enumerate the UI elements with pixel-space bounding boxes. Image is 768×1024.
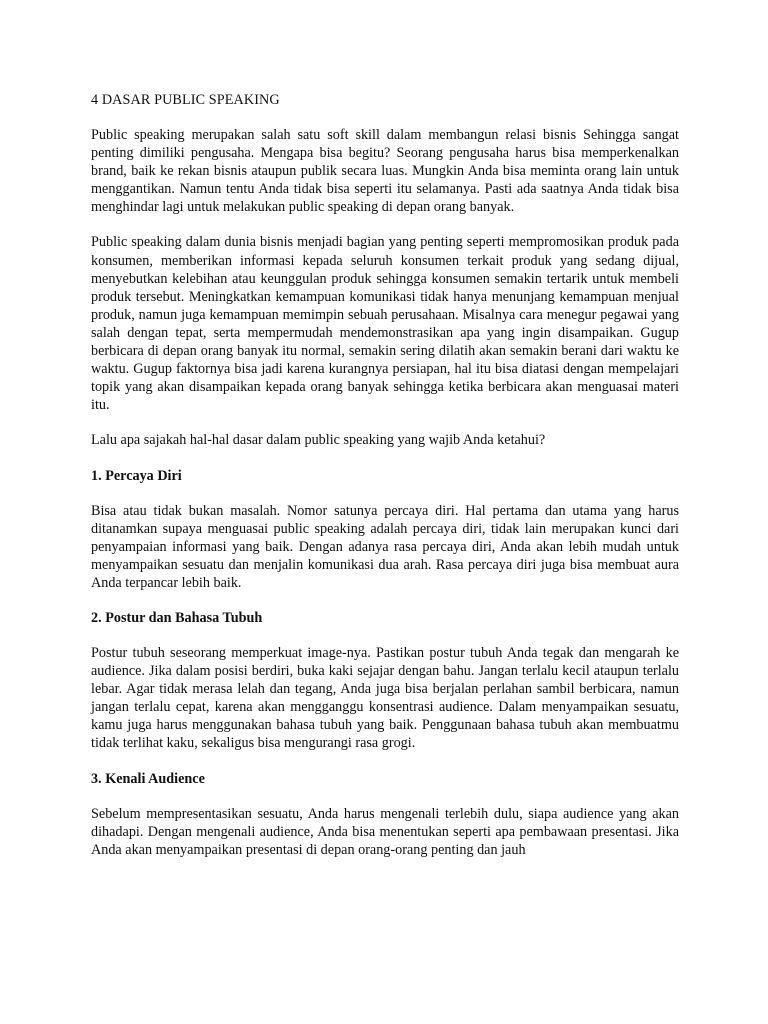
section-heading-percaya-diri: 1. Percaya Diri xyxy=(91,467,182,484)
intro-paragraph-1: Public speaking merupakan salah satu soft skill dalam membangun relasi bisnis Sehingga sangat penting dimiliki pengusaha. Mengapa bisa begitu? Seorang pengusaha harus bisa memperkenalkan brand, baik ke rekan bisnis ataupun publik secara luas. Mungkin Anda bisa meminta orang lain untuk menggantikan. Namun tentu Anda tidak bisa seperti itu selamanya. Pasti ada saatnya Anda tidak bisa menghindar lagi untuk melakukan public speaking di depan orang banyak. xyxy=(91,127,679,216)
section-body-kenali-audience: Sebelum mempresentasikan sesuatu, Anda harus mengenali terlebih dulu, siapa audience yang akan dihadapi. Dengan mengenali audience, Anda bisa menentukan seperti apa pembawaan presentasi. Jika Anda akan menyampaikan presentasi di depan orang-orang penting dan jauh xyxy=(91,805,679,858)
section-body-postur: Postur tubuh seseorang memperkuat image-nya. Pastikan postur tubuh Anda tegak dan mengarah ke audience. Jika dalam posisi berdiri, buka kaki sejajar dengan bahu. Jangan terlalu kecil ataupun terlalu lebar. Agar tidak merasa lelah dan tegang, Anda juga bisa berjalan perlahan sambil berbicara, namun jangan terlalu cepat, karena akan mengganggu konsentrasi audience. Dalam menyampaikan sesuatu, kamu juga harus menggunakan bahasa tubuh yang baik. Penggunaan bahasa tubuh akan membuatmu tidak terlihat kaku, sekaligus bisa mengurangi rasa grogi. xyxy=(91,644,679,752)
section-body-percaya-diri: Bisa atau tidak bukan masalah. Nomor satunya percaya diri. Hal pertama dan utama yang harus ditanamkan supaya menguasai public speaking adalah percaya diri, tidak lain merupakan kunci dari penyampaian informasi yang baik. Dengan adanya rasa percaya diri, Anda akan lebih mudah untuk menyampaikan sesuatu dan menjalin komunikasi dua arah. Rasa percaya diri juga bisa membuat aura Anda terpancar lebih baik. xyxy=(91,502,679,591)
section-heading-kenali-audience: 3. Kenali Audience xyxy=(91,770,205,787)
intro-paragraph-2: Public speaking dalam dunia bisnis menjadi bagian yang penting seperti mempromosikan produk pada konsumen, memberikan informasi kepada seluruh konsumen terkait produk yang sedang dijual, menyebutkan kelebihan atau keunggulan produk sehingga konsumen semakin tertarik untuk membeli produk tersebut. Meningkatkan kemampuan komunikasi tidak hanya menunjang kemampuan menjual produk, namun juga kemampuan memimpin sebuah perusahaan. Misalnya cara menegur pegawai yang salah dengan tepat, serta mempermudah mendemonstrasikan apa yang ingin disampaikan. Gugup berbicara di depan orang banyak itu normal, semakin sering dilatih akan semakin berani dari waktu ke waktu. Gugup faktornya bisa jadi karena kurangnya persiapan, hal itu bisa diatasi dengan mempelajari topik yang akan disampaikan kepada orang banyak sehingga ketika berbicara akan menguasai materi itu. xyxy=(91,234,679,414)
document-title: 4 DASAR PUBLIC SPEAKING xyxy=(91,92,280,108)
intro-question: Lalu apa sajakah hal-hal dasar dalam public speaking yang wajib Anda ketahui? xyxy=(91,432,546,449)
section-heading-postur: 2. Postur dan Bahasa Tubuh xyxy=(91,609,263,626)
